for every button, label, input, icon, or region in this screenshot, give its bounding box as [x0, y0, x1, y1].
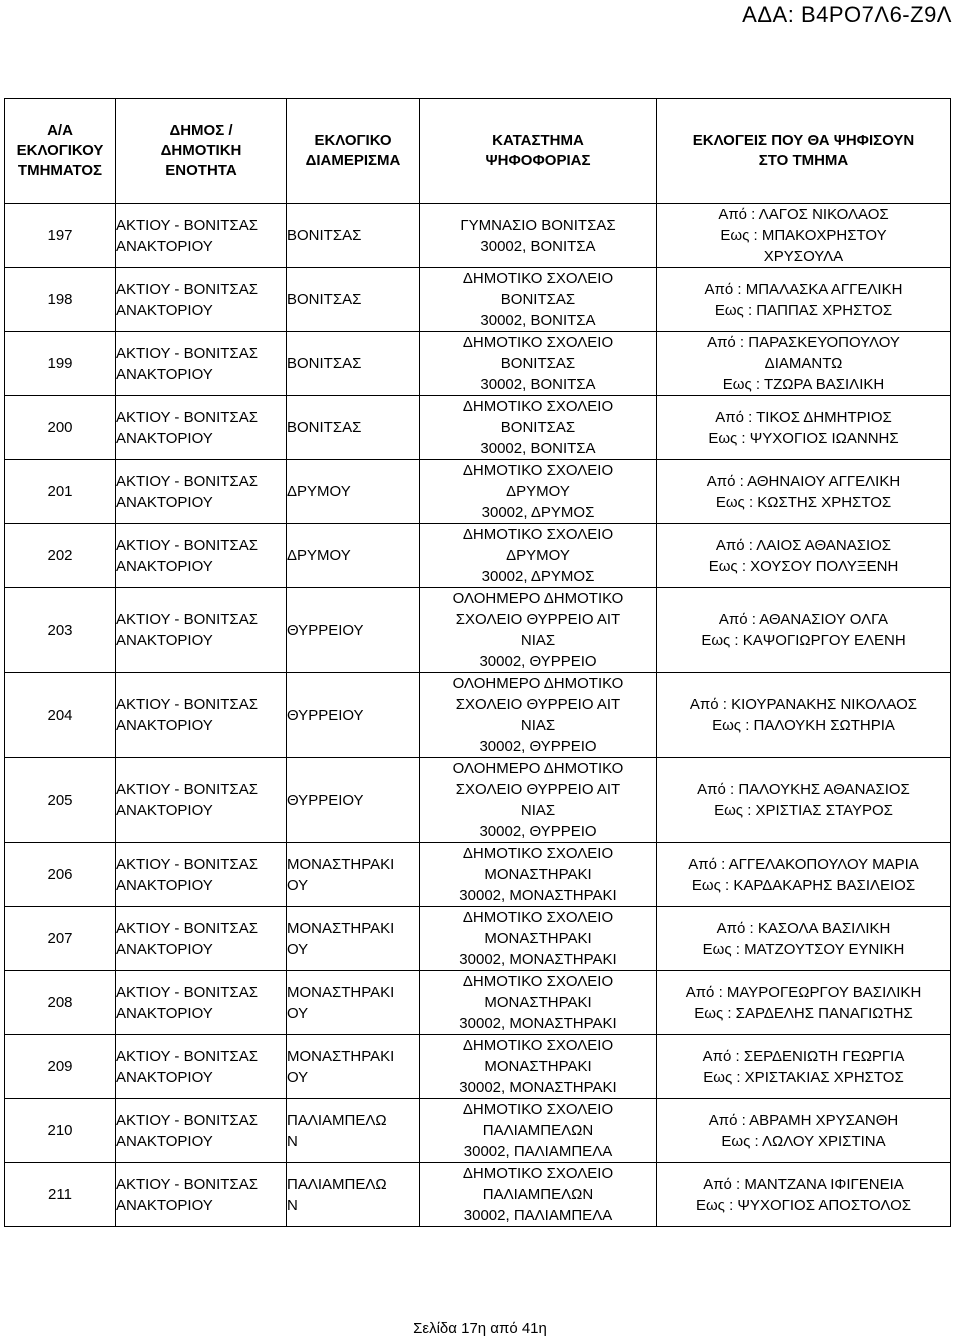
header-line: ΚΑΤΑΣΤΗΜΑ	[492, 132, 584, 149]
table-row	[5, 907, 951, 971]
voter-range-cell	[657, 524, 951, 588]
section-number-cell: 210	[5, 1099, 116, 1163]
electoral-district-line: ΘΥΡΡΕΙΟΥ	[287, 621, 364, 639]
voter-range-line: Από : ΑΒΡΑΜΗ ΧΡΥΣΑΝΘΗ	[708, 1111, 899, 1129]
voter-range-line: Εως : ΧΟΥΣΟΥ ΠΟΛΥΞΕΝΗ	[708, 557, 899, 575]
electoral-district-line: ΒΟΝΙΤΣΑΣ	[287, 355, 362, 372]
voter-range-line: Από : ΠΑΛΟΥΚΗΣ ΑΘΑΝΑΣΙΟΣ	[697, 781, 910, 798]
electoral-district-line: ΒΟΝΙΤΣΑΣ	[287, 419, 362, 436]
electoral-district-cell	[287, 843, 420, 907]
municipal-unit-line: ΑΝΑΚΤΟΡΙΟΥ	[116, 876, 213, 894]
polling-station-line: ΒΟΝΙΤΣΑΣ	[500, 291, 576, 308]
electoral-district-cell	[287, 460, 420, 524]
voter-range-line: Από : ΜΑΥΡΟΓΕΩΡΓΟΥ ΒΑΣΙΛΙΚΗ	[685, 983, 922, 1001]
table-row	[5, 268, 951, 332]
polling-station-line: ΔΗΜΟΤΙΚΟ ΣΧΟΛΕΙΟ	[462, 526, 614, 543]
municipal-unit-cell	[116, 524, 287, 588]
voter-range-line: Από : ΑΘΗΝΑΙΟΥ ΑΓΓΕΛΙΚΗ	[706, 472, 901, 490]
header-line: ΔΗΜΟΤΙΚΗ	[160, 142, 242, 159]
voter-range-cell	[657, 673, 951, 758]
electoral-district-line: ΒΟΝΙΤΣΑΣ	[287, 291, 362, 308]
municipal-unit-line: ΑΝΑΚΤΟΡΙΟΥ	[116, 1004, 213, 1022]
municipal-unit-cell	[116, 1035, 287, 1099]
polling-station-line: ΔΗΜΟΤΙΚΟ ΣΧΟΛΕΙΟ	[462, 845, 614, 862]
polling-station-line: ΟΛΟΗΜΕΡΟ ΔΗΜΟΤΙΚΟ	[452, 675, 624, 692]
header-line: ΔΙΑΜΕΡΙΣΜΑ	[305, 152, 401, 169]
municipal-unit-line: ΑΝΑΚΤΟΡΙΟΥ	[116, 557, 213, 575]
section-number-cell: 204	[5, 673, 116, 758]
polling-station-cell	[420, 332, 657, 396]
table-row	[5, 673, 951, 758]
municipal-unit-line: ΑΚΤΙΟΥ - ΒΟΝΙΤΣΑΣ	[116, 1175, 258, 1193]
municipal-unit-line: ΑΝΑΚΤΟΡΙΟΥ	[116, 940, 213, 958]
electoral-district-cell	[287, 1099, 420, 1163]
voter-range-cell	[657, 843, 951, 907]
table-row	[5, 971, 951, 1035]
voter-range-line: Από : ΛΑΓΟΣ ΝΙΚΟΛΑΟΣ	[718, 206, 889, 223]
polling-station-line: ΜΟΝΑΣΤΗΡΑΚΙ	[484, 1058, 592, 1075]
polling-station-line: 30002, ΜΟΝΑΣΤΗΡΑΚΙ	[459, 1015, 617, 1032]
polling-station-line: ΒΟΝΙΤΣΑΣ	[500, 419, 576, 436]
electoral-district-cell	[287, 907, 420, 971]
electoral-district-line: Ν	[287, 1196, 298, 1214]
municipal-unit-line: ΑΚΤΙΟΥ - ΒΟΝΙΤΣΑΣ	[116, 983, 258, 1001]
voter-range-line: Εως : ΜΠΑΚΟΧΡΗΣΤΟΥ	[720, 227, 887, 244]
section-number-cell: 202	[5, 524, 116, 588]
voter-range-line: Εως : ΧΡΙΣΤΙΑΣ ΣΤΑΥΡΟΣ	[714, 802, 893, 819]
table-row	[5, 524, 951, 588]
polling-station-line: ΝΙΑΣ	[520, 802, 556, 819]
municipal-unit-line: ΑΚΤΙΟΥ - ΒΟΝΙΤΣΑΣ	[116, 611, 258, 628]
municipal-unit-line: ΑΚΤΙΟΥ - ΒΟΝΙΤΣΑΣ	[116, 344, 258, 362]
polling-station-line: ΔΡΥΜΟΥ	[506, 483, 570, 500]
section-number-cell: 208	[5, 971, 116, 1035]
header-district	[287, 99, 420, 204]
voter-range-line: Εως : ΤΖΩΡΑ ΒΑΣΙΛΙΚΗ	[722, 376, 885, 393]
electoral-district-line: ΔΡΥΜΟΥ	[287, 547, 351, 564]
polling-station-line: ΔΡΥΜΟΥ	[506, 547, 570, 564]
polling-station-line: ΓΥΜΝΑΣΙΟ ΒΟΝΙΤΣΑΣ	[460, 216, 616, 234]
polling-station-line: ΔΗΜΟΤΙΚΟ ΣΧΟΛΕΙΟ	[462, 1037, 614, 1054]
polling-station-line: ΔΗΜΟΤΙΚΟ ΣΧΟΛΕΙΟ	[462, 334, 614, 351]
municipal-unit-cell	[116, 673, 287, 758]
polling-station-line: 30002, ΒΟΝΙΤΣΑ	[480, 440, 596, 457]
polling-station-cell	[420, 971, 657, 1035]
voter-range-cell	[657, 588, 951, 673]
voter-range-line: Από : ΠΑΡΑΣΚΕΥΟΠΟΥΛΟΥ	[707, 334, 900, 351]
voter-range-line: Από : ΚΑΣΟΛΑ ΒΑΣΙΛΙΚΗ	[716, 919, 891, 937]
municipal-unit-cell	[116, 1163, 287, 1227]
polling-station-line: 30002, ΔΡΥΜΟΣ	[481, 504, 595, 521]
header-line: ΤΜΗΜΑΤΟΣ	[17, 162, 103, 179]
section-number-cell: 197	[5, 204, 116, 268]
polling-station-cell	[420, 1035, 657, 1099]
header-line: ΔΗΜΟΣ /	[169, 122, 233, 139]
polling-station-line: 30002, ΜΟΝΑΣΤΗΡΑΚΙ	[459, 951, 617, 968]
electoral-district-line: ΘΥΡΡΕΙΟΥ	[287, 706, 364, 724]
voter-range-cell	[657, 1163, 951, 1227]
polling-station-cell	[420, 907, 657, 971]
section-number-cell: 199	[5, 332, 116, 396]
municipal-unit-cell	[116, 907, 287, 971]
electoral-district-cell	[287, 758, 420, 843]
section-number-cell: 201	[5, 460, 116, 524]
municipal-unit-line: ΑΝΑΚΤΟΡΙΟΥ	[116, 802, 213, 819]
electoral-district-line: ΔΡΥΜΟΥ	[287, 483, 351, 500]
municipal-unit-line: ΑΝΑΚΤΟΡΙΟΥ	[116, 717, 213, 734]
electoral-district-cell	[287, 971, 420, 1035]
polling-station-line: 30002, ΜΟΝΑΣΤΗΡΑΚΙ	[459, 1079, 617, 1096]
header-line: Α/Α	[47, 122, 73, 139]
voter-range-line: Εως : ΚΩΣΤΗΣ ΧΡΗΣΤΟΣ	[715, 493, 892, 511]
polling-station-cell	[420, 268, 657, 332]
section-number-cell: 205	[5, 758, 116, 843]
electoral-district-line: ΘΥΡΡΕΙΟΥ	[287, 791, 364, 809]
voter-range-line: Εως : ΣΑΡΔΕΛΗΣ ΠΑΝΑΓΙΩΤΗΣ	[694, 1004, 913, 1022]
table-row	[5, 460, 951, 524]
electoral-district-line: ΟΥ	[287, 940, 309, 958]
table-row	[5, 204, 951, 268]
electoral-district-line: ΜΟΝΑΣΤΗΡΑΚΙ	[287, 919, 395, 937]
electoral-district-cell	[287, 332, 420, 396]
polling-station-line: ΜΟΝΑΣΤΗΡΑΚΙ	[484, 994, 592, 1011]
voter-range-line: Από : ΤΙΚΟΣ ΔΗΜΗΤΡΙΟΣ	[715, 408, 892, 426]
electoral-district-line: ΒΟΝΙΤΣΑΣ	[287, 227, 362, 244]
electoral-district-line: ΠΑΛΙΑΜΠΕΛΩ	[287, 1175, 387, 1193]
section-number-cell: 206	[5, 843, 116, 907]
voter-range-cell	[657, 1035, 951, 1099]
document-reference-code: ΑΔΑ: Β4ΡΟ7Λ6-Ζ9Λ	[742, 2, 952, 27]
page-number: Σελίδα 17η από 41η	[413, 1320, 547, 1337]
polling-station-cell	[420, 460, 657, 524]
municipal-unit-line: ΑΚΤΙΟΥ - ΒΟΝΙΤΣΑΣ	[116, 855, 258, 873]
polling-station-line: 30002, ΠΑΛΙΑΜΠΕΛΑ	[463, 1207, 613, 1224]
municipal-unit-line: ΑΝΑΚΤΟΡΙΟΥ	[116, 429, 213, 447]
municipal-unit-line: ΑΚΤΙΟΥ - ΒΟΝΙΤΣΑΣ	[116, 536, 258, 554]
municipal-unit-line: ΑΚΤΙΟΥ - ΒΟΝΙΤΣΑΣ	[116, 408, 258, 426]
electoral-district-cell	[287, 673, 420, 758]
electoral-district-line: ΜΟΝΑΣΤΗΡΑΚΙ	[287, 855, 395, 873]
polling-station-line: 30002, ΘΥΡΡΕΙΟ	[479, 738, 597, 755]
electoral-district-line: ΜΟΝΑΣΤΗΡΑΚΙ	[287, 983, 395, 1001]
municipal-unit-line: ΑΝΑΚΤΟΡΙΟΥ	[116, 1196, 213, 1214]
table-header-row	[5, 99, 951, 204]
voter-range-line: Από : ΚΙΟΥΡΑΝΑΚΗΣ ΝΙΚΟΛΑΟΣ	[689, 696, 918, 713]
polling-station-line: ΝΙΑΣ	[520, 717, 556, 734]
polling-station-cell	[420, 1099, 657, 1163]
municipal-unit-line: ΑΚΤΙΟΥ - ΒΟΝΙΤΣΑΣ	[116, 781, 258, 798]
electoral-district-line: Ν	[287, 1132, 298, 1150]
polling-stations-table	[4, 98, 951, 1227]
voter-range-line: Εως : ΠΑΠΠΑΣ ΧΡΗΣΤΟΣ	[714, 301, 893, 319]
polling-station-line: ΔΗΜΟΤΙΚΟ ΣΧΟΛΕΙΟ	[462, 398, 614, 415]
electoral-district-cell	[287, 1163, 420, 1227]
table-row	[5, 758, 951, 843]
polling-station-cell	[420, 204, 657, 268]
polling-station-cell	[420, 843, 657, 907]
electoral-district-line: ΜΟΝΑΣΤΗΡΑΚΙ	[287, 1047, 395, 1065]
polling-station-line: ΟΛΟΗΜΕΡΟ ΔΗΜΟΤΙΚΟ	[452, 760, 624, 777]
municipal-unit-cell	[116, 843, 287, 907]
table-row	[5, 332, 951, 396]
polling-station-line: ΠΑΛΙΑΜΠΕΛΩΝ	[482, 1186, 594, 1203]
municipal-unit-cell	[116, 1099, 287, 1163]
voter-range-line: Από : ΜΠΑΛΑΣΚΑ ΑΓΓΕΛΙΚΗ	[704, 280, 903, 298]
electoral-district-line: ΟΥ	[287, 876, 309, 894]
polling-station-line: ΣΧΟΛΕΙΟ ΘΥΡΡΕΙΟ ΑΙΤ	[455, 611, 621, 628]
municipal-unit-line: ΑΚΤΙΟΥ - ΒΟΝΙΤΣΑΣ	[116, 1111, 258, 1129]
municipal-unit-line: ΑΚΤΙΟΥ - ΒΟΝΙΤΣΑΣ	[116, 472, 258, 490]
voter-range-line: Εως : ΚΑΡΔΑΚΑΡΗΣ ΒΑΣΙΛΕΙΟΣ	[691, 876, 916, 894]
polling-station-line: ΣΧΟΛΕΙΟ ΘΥΡΡΕΙΟ ΑΙΤ	[455, 696, 621, 713]
voter-range-line: Εως : ΧΡΙΣΤΑΚΙΑΣ ΧΡΗΣΤΟΣ	[703, 1068, 904, 1086]
section-number-cell: 203	[5, 588, 116, 673]
polling-station-line: ΔΗΜΟΤΙΚΟ ΣΧΟΛΕΙΟ	[462, 1165, 614, 1182]
electoral-district-cell	[287, 268, 420, 332]
municipal-unit-cell	[116, 332, 287, 396]
polling-station-cell	[420, 588, 657, 673]
voter-range-line: Εως : ΜΑΤΖΟΥΤΣΟΥ ΕΥΝΙΚΗ	[702, 940, 905, 958]
municipal-unit-cell	[116, 204, 287, 268]
voter-range-line: ΧΡΥΣΟΥΛΑ	[763, 248, 844, 265]
polling-station-line: 30002, ΒΟΝΙΤΣΑ	[480, 376, 596, 393]
voter-range-line: Εως : ΚΑΨΟΓΙΩΡΓΟΥ ΕΛΕΝΗ	[701, 632, 906, 649]
header-line: ΣΤΟ ΤΜΗΜΑ	[758, 152, 849, 169]
electoral-district-cell	[287, 204, 420, 268]
municipal-unit-cell	[116, 396, 287, 460]
voter-range-line: Από : ΛΑΙΟΣ ΑΘΑΝΑΣΙΟΣ	[715, 536, 892, 554]
table-row	[5, 396, 951, 460]
voter-range-cell	[657, 907, 951, 971]
voter-range-line: Από : ΑΘΑΝΑΣΙΟΥ ΟΛΓΑ	[718, 611, 889, 628]
voter-range-line: Από : ΑΓΓΕΛΑΚΟΠΟΥΛΟΥ ΜΑΡΙΑ	[688, 855, 919, 873]
municipal-unit-line: ΑΝΑΚΤΟΡΙΟΥ	[116, 301, 213, 319]
municipal-unit-line: ΑΚΤΙΟΥ - ΒΟΝΙΤΣΑΣ	[116, 216, 258, 234]
voter-range-cell	[657, 971, 951, 1035]
header-line: ΕΚΛΟΓΕΙΣ ΠΟΥ ΘΑ ΨΗΦΙΣΟΥΝ	[692, 132, 915, 149]
electoral-district-line: ΠΑΛΙΑΜΠΕΛΩ	[287, 1111, 387, 1129]
municipal-unit-line: ΑΝΑΚΤΟΡΙΟΥ	[116, 493, 213, 511]
polling-station-line: 30002, ΘΥΡΡΕΙΟ	[479, 823, 597, 840]
municipal-unit-cell	[116, 460, 287, 524]
section-number-cell: 209	[5, 1035, 116, 1099]
polling-station-line: ΜΟΝΑΣΤΗΡΑΚΙ	[484, 930, 592, 947]
electoral-district-line: ΟΥ	[287, 1068, 309, 1086]
municipal-unit-line: ΑΝΑΚΤΟΡΙΟΥ	[116, 237, 213, 255]
voter-range-line: Εως : ΨΥΧΟΓΙΟΣ ΑΠΟΣΤΟΛΟΣ	[695, 1196, 912, 1214]
voter-range-line: Εως : ΠΑΛΟΥΚΗ ΣΩΤΗΡΙΑ	[712, 717, 895, 734]
voter-range-cell	[657, 1099, 951, 1163]
header-line: ΕΚΛΟΓΙΚΟΥ	[16, 142, 104, 159]
electoral-district-cell	[287, 588, 420, 673]
header-municipality	[116, 99, 287, 204]
electoral-district-cell	[287, 396, 420, 460]
table-row	[5, 1035, 951, 1099]
polling-station-line: 30002, ΠΑΛΙΑΜΠΕΛΑ	[463, 1143, 613, 1160]
polling-station-line: ΔΗΜΟΤΙΚΟ ΣΧΟΛΕΙΟ	[462, 270, 614, 287]
municipal-unit-line: ΑΚΤΙΟΥ - ΒΟΝΙΤΣΑΣ	[116, 919, 258, 937]
polling-station-line: ΔΗΜΟΤΙΚΟ ΣΧΟΛΕΙΟ	[462, 973, 614, 990]
voter-range-line: Από : ΜΑΝΤΖΑΝΑ ΙΦΙΓΕΝΕΙΑ	[703, 1175, 904, 1193]
section-number-cell: 211	[5, 1163, 116, 1227]
municipal-unit-cell	[116, 971, 287, 1035]
polling-station-cell	[420, 673, 657, 758]
polling-station-line: 30002, ΒΟΝΙΤΣΑ	[480, 237, 596, 255]
section-number-cell: 200	[5, 396, 116, 460]
section-number-cell: 207	[5, 907, 116, 971]
polling-station-line: ΒΟΝΙΤΣΑΣ	[500, 355, 576, 372]
table-row	[5, 1163, 951, 1227]
voter-range-cell	[657, 268, 951, 332]
voter-range-cell	[657, 460, 951, 524]
header-voters	[657, 99, 951, 204]
polling-station-line: 30002, ΘΥΡΡΕΙΟ	[479, 653, 597, 670]
polling-station-cell	[420, 396, 657, 460]
polling-station-line: ΝΙΑΣ	[520, 632, 556, 649]
header-line: ΕΝΟΤΗΤΑ	[165, 162, 237, 179]
electoral-district-cell	[287, 1035, 420, 1099]
polling-station-line: ΣΧΟΛΕΙΟ ΘΥΡΡΕΙΟ ΑΙΤ	[455, 781, 621, 798]
municipal-unit-cell	[116, 268, 287, 332]
municipal-unit-line: ΑΚΤΙΟΥ - ΒΟΝΙΤΣΑΣ	[116, 280, 258, 298]
section-number-cell: 198	[5, 268, 116, 332]
header-polling-station	[420, 99, 657, 204]
municipal-unit-line: ΑΝΑΚΤΟΡΙΟΥ	[116, 365, 213, 383]
voter-range-line: Εως : ΛΩΛΟΥ ΧΡΙΣΤΙΝΑ	[721, 1132, 886, 1150]
polling-station-line: 30002, ΔΡΥΜΟΣ	[481, 568, 595, 585]
voter-range-cell	[657, 396, 951, 460]
table-row	[5, 588, 951, 673]
table-body	[5, 204, 951, 1227]
polling-station-line: ΔΗΜΟΤΙΚΟ ΣΧΟΛΕΙΟ	[462, 909, 614, 926]
electoral-district-cell	[287, 524, 420, 588]
polling-station-line: ΠΑΛΙΑΜΠΕΛΩΝ	[482, 1122, 594, 1139]
header-line: ΕΚΛΟΓΙΚΟ	[314, 132, 392, 149]
municipal-unit-cell	[116, 758, 287, 843]
municipal-unit-line: ΑΚΤΙΟΥ - ΒΟΝΙΤΣΑΣ	[116, 696, 258, 713]
electoral-district-line: ΟΥ	[287, 1004, 309, 1022]
municipal-unit-line: ΑΝΑΚΤΟΡΙΟΥ	[116, 1132, 213, 1150]
polling-station-line: ΔΗΜΟΤΙΚΟ ΣΧΟΛΕΙΟ	[462, 1101, 614, 1118]
voter-range-cell	[657, 758, 951, 843]
voter-range-line: Εως : ΨΥΧΟΓΙΟΣ ΙΩΑΝΝΗΣ	[708, 429, 899, 447]
municipal-unit-line: ΑΝΑΚΤΟΡΙΟΥ	[116, 632, 213, 649]
polling-station-line: ΟΛΟΗΜΕΡΟ ΔΗΜΟΤΙΚΟ	[452, 590, 624, 607]
voter-range-line: ΔΙΑΜΑΝΤΩ	[764, 355, 843, 372]
voter-range-cell	[657, 332, 951, 396]
municipal-unit-line: ΑΝΑΚΤΟΡΙΟΥ	[116, 1068, 213, 1086]
header-line: ΨΗΦΟΦΟΡΙΑΣ	[485, 152, 591, 169]
table-row	[5, 843, 951, 907]
polling-station-cell	[420, 524, 657, 588]
polling-station-cell	[420, 1163, 657, 1227]
polling-station-line: 30002, ΒΟΝΙΤΣΑ	[480, 312, 596, 329]
table-row	[5, 1099, 951, 1163]
polling-station-line: 30002, ΜΟΝΑΣΤΗΡΑΚΙ	[459, 887, 617, 904]
polling-station-cell	[420, 758, 657, 843]
polling-station-line: ΜΟΝΑΣΤΗΡΑΚΙ	[484, 866, 592, 883]
municipal-unit-cell	[116, 588, 287, 673]
voter-range-cell	[657, 204, 951, 268]
voter-range-line: Από : ΣΕΡΔΕΝΙΩΤΗ ΓΕΩΡΓΙΑ	[702, 1047, 905, 1065]
polling-station-line: ΔΗΜΟΤΙΚΟ ΣΧΟΛΕΙΟ	[462, 462, 614, 479]
municipal-unit-line: ΑΚΤΙΟΥ - ΒΟΝΙΤΣΑΣ	[116, 1047, 258, 1065]
header-section-number	[5, 99, 116, 204]
